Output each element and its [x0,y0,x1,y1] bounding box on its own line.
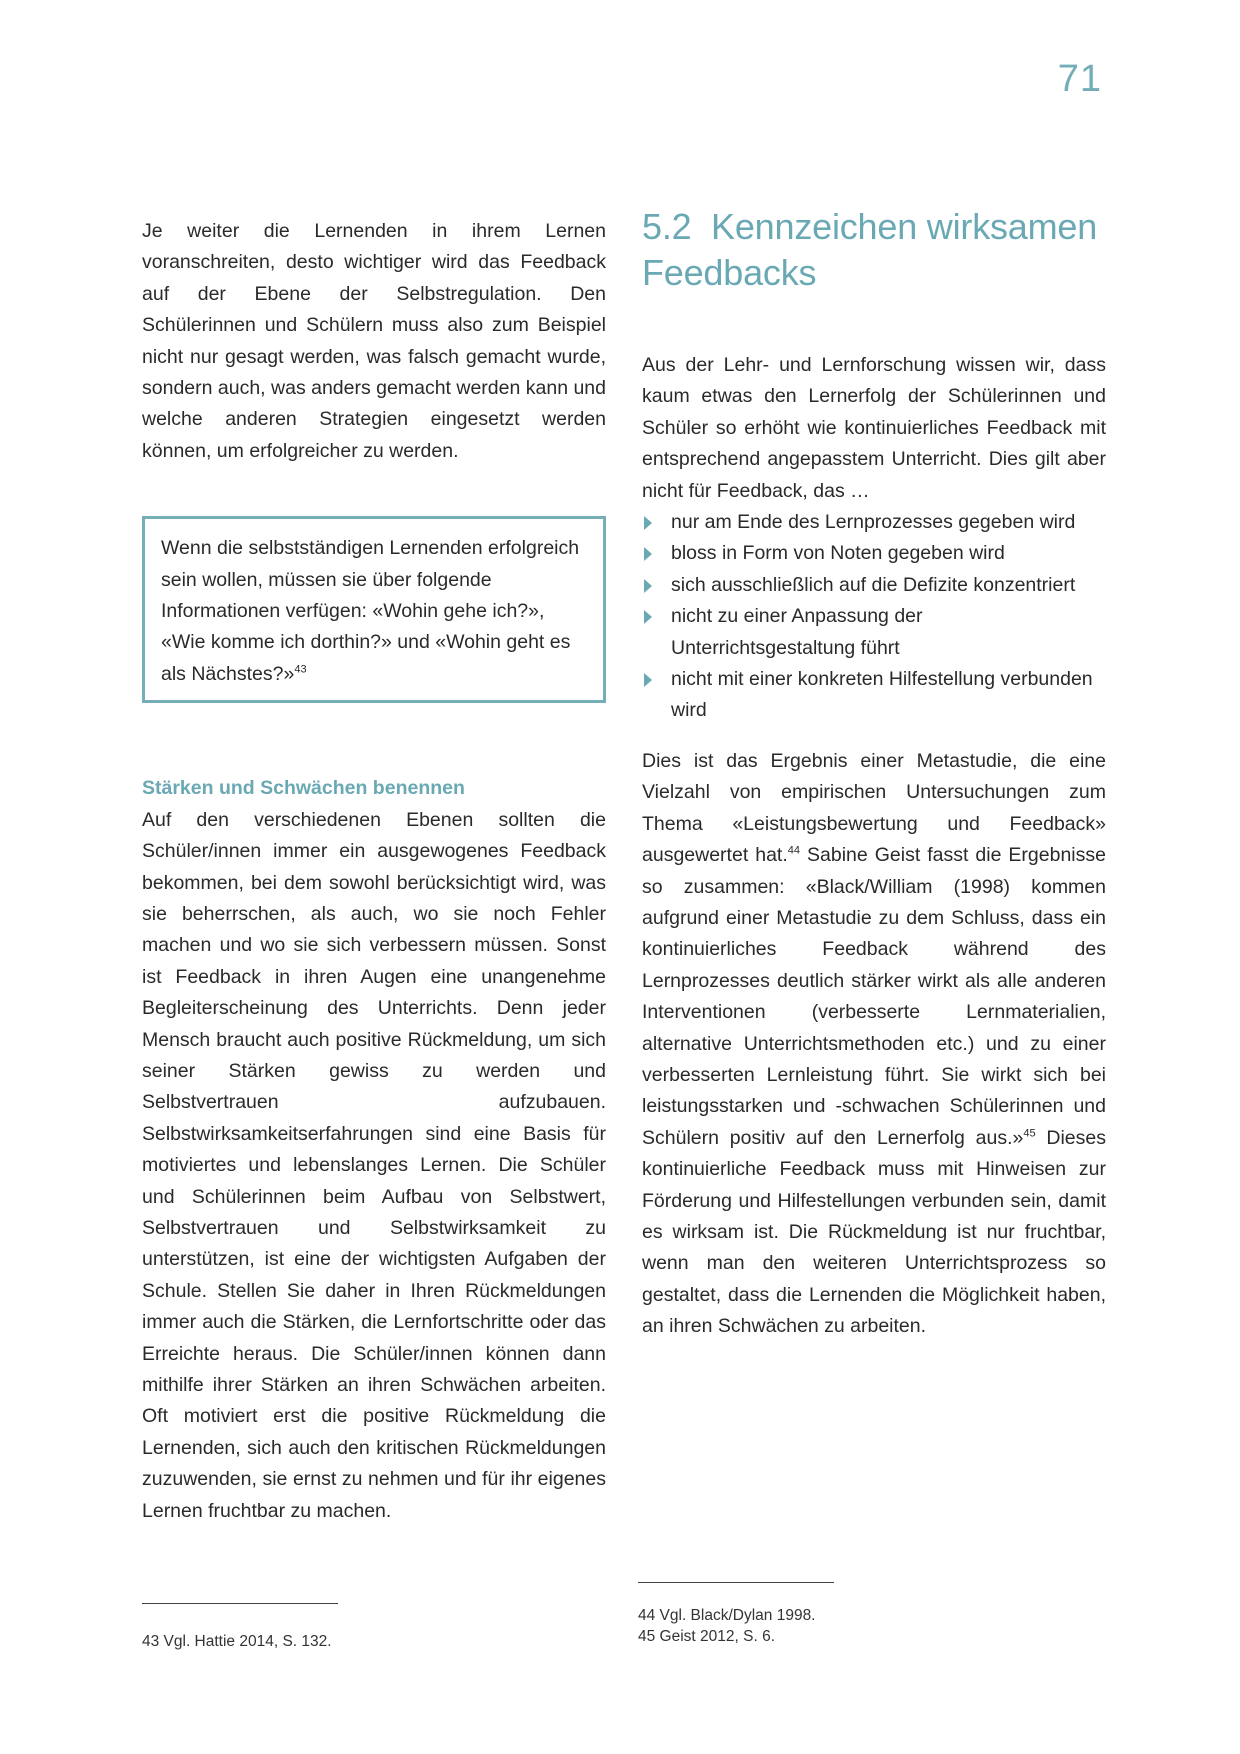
triangle-bullet-icon [644,547,652,561]
list-item-text: nicht mit einer konkreten Hilfestellung verbunden wird [671,668,1093,722]
intro-paragraph: Aus der Lehr- und Lernforschung wissen wir, dass kaum etwas den Lernerfolg der Schülerinnen und Schüler so erhöht wie kontinuierliches Feedback mit entsprechend angepasstem Unterricht. Dies gilt aber nicht für Feedback, das … [642,354,1106,502]
triangle-bullet-icon [644,673,652,687]
footnote: 45 Geist 2012, S. 6. [638,1628,776,1645]
list-item-text: bloss in Form von Noten gegeben wird [671,542,1005,565]
footnote-ref[interactable]: 44 [787,844,801,857]
body-text: Dieses kontinuierliche Feedback muss mit Hinweisen zur Förderung und Hilfestellungen verbunden sein, damit es wirksam ist. Die Rückmeldung ist nur fruchtbar, wenn man den weiteren Unterrichtsprozess so gestaltet, dass die Lernenden die Möglichkeit haben, an ihren Schwächen zu arbeiten. [642,1126,1106,1338]
body-paragraph: Auf den verschiedenen Ebenen sollten die Schüler/innen immer ein ausgewogenes Feedback bekommen, bei dem sowohl berücksichtigt wird, was sie beherrschen, als auch, wo sie noch Fehler machen und wo sie sich verbessern müssen. Sonst ist Feedback in ihren Augen eine unangenehme Begleiterscheinung des Unterrichts. Denn jeder Mensch braucht auch positive Rückmeldung, um sich seiner Stärken gewiss zu werden und Selbstvertrauen aufzubauen. Selbstwirksamkeitserfahrungen sind eine Basis für motiviertes und lebenslanges Lernen. Die Schüler und Schülerinnen beim Aufbau von Selbstwert, Selbstvertrauen und Selbstwirksamkeit zu unterstützen, ist eine der wichtigsten Aufgaben der Schule. Stellen Sie daher in Ihren Rückmeldungen immer auch die Stärken, die Lernfortschritte oder das Erreichte heraus. Die Schüler/innen können dann mithilfe ihrer Stärken an ihren Schwächen arbeiten. Oft motiviert erst die positive Rückmeldung die Lernenden, sich auch den kritischen Rückmeldungen zuzuwenden, sie ernst zu nehmen und für ihr eigenes Lernen fruchtbar zu machen. [142,808,606,1522]
body-paragraph [642,746,1106,1343]
list-item-text: nicht zu einer Anpassung der Unterrichtsgestaltung führt [671,605,923,659]
list-item [642,507,1106,538]
triangle-bullet-icon [644,610,652,624]
footnote-divider [142,1603,338,1604]
list-item [642,601,1106,664]
footnote-ref[interactable]: 45 [1023,1127,1036,1140]
list-item [642,570,1106,601]
footnote-divider [638,1582,834,1583]
page-number: 71 [1057,58,1102,100]
left-column [142,216,606,1527]
section-subheading: Stärken und Schwächen benennen [142,777,465,800]
list-item [642,538,1106,569]
intro-paragraph: Je weiter die Lernenden in ihrem Lernen voranschreiten, desto wichtiger wird das Feedback auf der Ebene der Selbstregulation. Den Schülerinnen und Schülern muss also zum Beispiel nicht nur gesagt werden, was falsch gemacht wurde, sondern auch, was anders gemacht werden kann und welche anderen Strategien eingesetzt werden können, um erfolgreicher zu werden. [142,220,606,462]
list-item [642,664,1106,727]
section-heading: 5.2 Kennzeichen wirksamen Feedbacks [642,206,1107,293]
body-text: Sabine Geist fasst die Ergebnisse so zusammen: «Black/William (1998) kommen aufgrund einer Metastudie zu dem Schluss, dass ein kontinuierliches Feedback während des Lernprozesses deutlich stärker wirkt als alle anderen Interventionen (verbesserte Lernmaterialien, alternative Unterrichtsmethoden etc.) und zu einer verbesserten Lernleistung führt. Sie wirkt sich bei leistungsstarken und -schwachen Schülerinnen und Schülern positiv auf den Lernerfolg aus.» [642,844,1106,1149]
footnote-ref[interactable]: 43 [294,663,307,676]
triangle-bullet-icon [644,579,652,593]
bullet-list [642,507,1106,727]
list-item-text: sich ausschließlich auf die Defizite konzentriert [671,573,1076,596]
quote-text [161,533,587,690]
footnote: 43 Vgl. Hattie 2014, S. 132. [142,1633,332,1650]
triangle-bullet-icon [644,516,652,530]
quote-box [142,516,606,703]
quote-body: Wenn die selbstständigen Lernenden erfolgreich sein wollen, müssen sie über folgende Informationen verfügen: «Wohin gehe ich?», «Wie komme ich dorthin?» und «Wohin geht es als Nächstes?» [161,537,580,685]
footnote: 44 Vgl. Black/Dylan 1998. [638,1607,816,1624]
list-item-text: nur am Ende des Lernprozesses gegeben wird [671,511,1076,534]
right-column [642,204,1106,1343]
body-text: Dies ist das Ergebnis einer Metastudie, die eine Vielzahl von empirischen Untersuchungen zum Thema «Leistungsbewertung und Feedback» ausgewertet hat. [642,749,1106,867]
